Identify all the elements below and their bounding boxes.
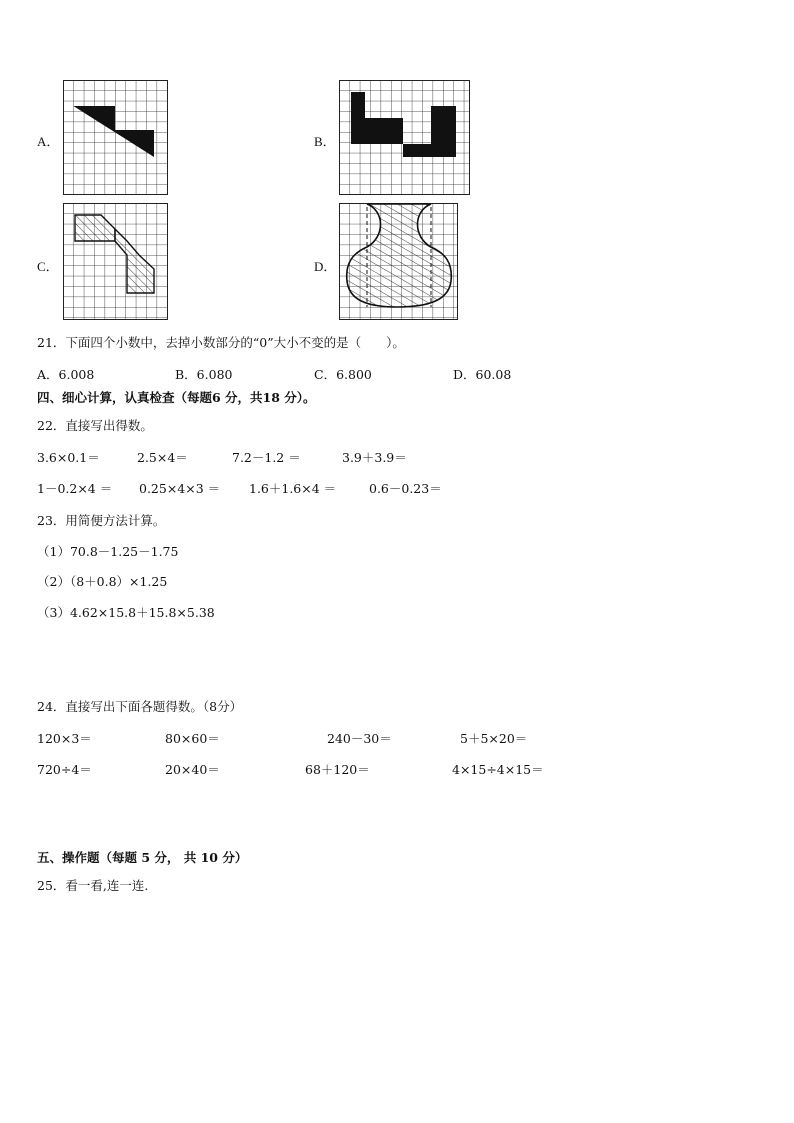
q22-item: 0.25×4×3 ＝	[139, 481, 221, 496]
q21-option-b: B．6.080	[175, 367, 233, 382]
question-24: 24．直接写出下面各题得数。（8分）	[37, 699, 243, 714]
q22-item: 3.9＋3.9＝	[342, 450, 407, 465]
option-d-label: D．	[314, 259, 337, 274]
q23-item: （3）4.62×15.8＋15.8×5.38	[37, 605, 215, 620]
option-c-label: C．	[37, 259, 59, 274]
q21-option-d: D．60.08	[453, 367, 512, 382]
question-25: 25．看一看,连一连.	[37, 878, 149, 893]
option-a-label: A．	[37, 134, 60, 149]
question-21: 21．下面四个小数中，去掉小数部分的“0”大小不变的是（ ）。	[37, 335, 405, 350]
q24-item: 68＋120＝	[305, 762, 370, 777]
q24-item: 120×3＝	[37, 731, 92, 746]
figure-c	[63, 203, 169, 321]
q24-item: 5＋5×20＝	[460, 731, 528, 746]
q22-item: 3.6×0.1＝	[37, 450, 100, 465]
section-4-title: 四、细心计算，认真检查（每题6 分，共18 分）。	[37, 390, 316, 405]
q24-item: 240－30＝	[327, 731, 392, 746]
q22-item: 2.5×4＝	[137, 450, 188, 465]
section-5-title: 五、操作题（每题 5 分， 共 10 分）	[37, 850, 248, 865]
question-23: 23．用简便方法计算。	[37, 513, 166, 528]
figure-b	[339, 80, 471, 196]
q24-item: 720÷4＝	[37, 762, 92, 777]
q21-option-a: A．6.008	[37, 367, 95, 382]
q24-item: 20×40＝	[165, 762, 220, 777]
figure-d	[339, 203, 459, 321]
q22-item: 1－0.2×4 ＝	[37, 481, 113, 496]
question-22: 22．直接写出得数。	[37, 418, 153, 433]
q22-item: 1.6＋1.6×4 ＝	[249, 481, 337, 496]
q22-item: 0.6－0.23＝	[369, 481, 442, 496]
q21-option-c: C．6.800	[314, 367, 372, 382]
q24-item: 80×60＝	[165, 731, 220, 746]
q23-item: （1）70.8－1.25－1.75	[37, 544, 179, 559]
q24-item: 4×15÷4×15＝	[452, 762, 544, 777]
figure-a	[63, 80, 169, 196]
option-b-label: B．	[314, 134, 336, 149]
q22-item: 7.2－1.2 ＝	[232, 450, 301, 465]
q23-item: （2）（8＋0.8）×1.25	[37, 574, 168, 589]
